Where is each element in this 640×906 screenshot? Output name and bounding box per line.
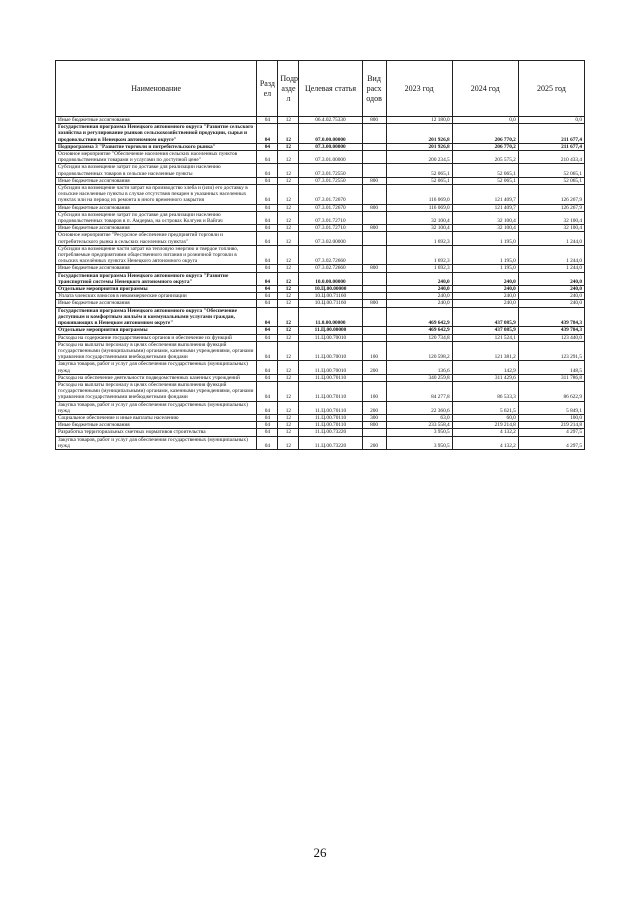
cell-2025: 86 622,9 [518, 381, 584, 401]
cell-2024: 240,0 [452, 300, 518, 307]
cell-expense [362, 307, 386, 327]
cell-target: 11.Ц.00.00000 [299, 327, 362, 334]
cell-expense: 200 [362, 436, 386, 449]
cell-subsection: 12 [278, 300, 299, 307]
header-2023: 2023 год [386, 61, 452, 117]
cell-subsection: 12 [278, 117, 299, 124]
cell-target: 07.3.00.00000 [299, 143, 362, 150]
cell-expense: 800 [362, 225, 386, 232]
table-row [56, 381, 585, 401]
cell-target: 11.Ц.00.70010 [299, 334, 362, 341]
cell-expense [362, 124, 386, 144]
cell-target: 11.Ц.00.73220 [299, 429, 362, 436]
cell-expense [362, 286, 386, 293]
cell-2024: 121 524,1 [452, 334, 518, 341]
cell-name: Отдельные мероприятия программы [56, 327, 257, 334]
cell-name: Расходы на обеспечение деятельности подведомственных казенных учреждений [56, 374, 257, 381]
cell-2023: 120 734,8 [386, 334, 452, 341]
cell-2023: 240,0 [386, 286, 452, 293]
cell-subsection: 12 [278, 436, 299, 449]
cell-expense [362, 334, 386, 341]
cell-subsection: 12 [278, 225, 299, 232]
cell-section: 04 [257, 374, 278, 381]
cell-expense [362, 429, 386, 436]
cell-expense [362, 143, 386, 150]
cell-expense: 800 [362, 265, 386, 272]
cell-expense: 100 [362, 341, 386, 361]
cell-section: 04 [257, 124, 278, 144]
cell-2024: 4 132,2 [452, 436, 518, 449]
cell-2025: 148,5 [518, 361, 584, 374]
cell-2024: 142,9 [452, 361, 518, 374]
cell-name: Подпрограмма 3 "Развитие торговли и потребительского рынка" [56, 143, 257, 150]
cell-2025: 1 244,0 [518, 265, 584, 272]
table-row [56, 401, 585, 414]
cell-target: 11.0.00.00000 [299, 307, 362, 327]
cell-subsection: 12 [278, 164, 299, 177]
cell-section: 04 [257, 414, 278, 421]
cell-2025: 126 267,9 [518, 204, 584, 211]
cell-2024: 206 770,2 [452, 124, 518, 144]
cell-expense [362, 245, 386, 265]
cell-name: Субсидии на возмещение части затрат на производство хлеба и (или) его доставку в сельские населенные пункты в случае отсутствия пекарен в указанных населенных пунктах или на период их ремонта в иного временного закрытия [56, 185, 257, 205]
cell-subsection: 12 [278, 245, 299, 265]
cell-2025: 1 244,0 [518, 245, 584, 265]
cell-section: 04 [257, 185, 278, 205]
cell-section: 04 [257, 211, 278, 224]
cell-2023: 469 642,9 [386, 327, 452, 334]
cell-target: 07.3.01.00000 [299, 151, 362, 164]
cell-section: 04 [257, 429, 278, 436]
cell-subsection: 12 [278, 143, 299, 150]
cell-section: 04 [257, 204, 278, 211]
cell-subsection: 12 [278, 211, 299, 224]
cell-subsection: 12 [278, 422, 299, 429]
cell-expense [362, 293, 386, 300]
cell-2024: 1 195,0 [452, 265, 518, 272]
cell-target: 11.Ц.00.70110 [299, 401, 362, 414]
cell-section: 04 [257, 286, 278, 293]
cell-name: Иные бюджетные ассигнования [56, 204, 257, 211]
cell-2024: 4 132,2 [452, 429, 518, 436]
table-row [56, 143, 585, 150]
cell-subsection: 12 [278, 374, 299, 381]
cell-2024: 205 575,2 [452, 151, 518, 164]
table-row [56, 177, 585, 184]
cell-2023: 116 069,0 [386, 185, 452, 205]
table-row [56, 300, 585, 307]
cell-target: 11.Ц.00.70010 [299, 341, 362, 361]
cell-section: 04 [257, 422, 278, 429]
cell-subsection: 12 [278, 232, 299, 245]
cell-subsection: 12 [278, 185, 299, 205]
cell-section: 04 [257, 300, 278, 307]
table-row [56, 327, 585, 334]
cell-expense: 100 [362, 381, 386, 401]
table-row [56, 185, 585, 205]
cell-expense [362, 164, 386, 177]
cell-name: Иные бюджетные ассигнования [56, 117, 257, 124]
cell-2023: 340 259,8 [386, 374, 452, 381]
cell-2024: 1 195,0 [452, 245, 518, 265]
cell-2023: 1 692,3 [386, 245, 452, 265]
cell-name: Отдельные мероприятия программы [56, 286, 257, 293]
cell-2023: 469 642,9 [386, 307, 452, 327]
cell-2024: 5 621,5 [452, 401, 518, 414]
cell-subsection: 12 [278, 327, 299, 334]
cell-2025: 4 297,5 [518, 429, 584, 436]
cell-2025: 126 267,9 [518, 185, 584, 205]
cell-name: Расходы на выплаты персоналу в целях обеспечения выполнения функций государственными (муниципальными) органами, казенными учреждениями, органами управления государственными внебюджетными фондами [56, 341, 257, 361]
table-row [56, 334, 585, 341]
cell-target: 06.4.02.75330 [299, 117, 362, 124]
cell-section: 04 [257, 361, 278, 374]
cell-2023: 1 692,3 [386, 265, 452, 272]
cell-2023: 52 065,1 [386, 164, 452, 177]
cell-expense [362, 211, 386, 224]
cell-2025: 240,0 [518, 272, 584, 285]
cell-target: 10.0.00.00000 [299, 272, 362, 285]
cell-name: Закупка товаров, работ и услуг для обеспечения государственных (муниципальных) нужд [56, 436, 257, 449]
table-row [56, 436, 585, 449]
cell-target: 07.3.01.72710 [299, 211, 362, 224]
cell-name: Иные бюджетные ассигнования [56, 177, 257, 184]
cell-2025: 4 297,5 [518, 436, 584, 449]
cell-2023: 3 950,5 [386, 429, 452, 436]
cell-2025: 211 677,4 [518, 124, 584, 144]
cell-target: 07.3.01.72670 [299, 204, 362, 211]
cell-2025: 0,0 [518, 117, 584, 124]
cell-2023: 12 180,0 [386, 117, 452, 124]
cell-name: Уплата членских взносов в некоммерческие организации [56, 293, 257, 300]
cell-subsection: 12 [278, 265, 299, 272]
cell-target: 07.3.02.72660 [299, 245, 362, 265]
header-name: Наименование [56, 61, 257, 117]
cell-target: 11.Ц.00.70110 [299, 381, 362, 401]
table-row [56, 232, 585, 245]
cell-expense: 800 [362, 177, 386, 184]
cell-expense: 800 [362, 204, 386, 211]
table-row [56, 117, 585, 124]
cell-name: Иные бюджетные ассигнования [56, 265, 257, 272]
cell-target: 10.Ц.00.71160 [299, 300, 362, 307]
cell-section: 04 [257, 225, 278, 232]
cell-2024: 437 085,9 [452, 307, 518, 327]
cell-2025: 240,0 [518, 293, 584, 300]
cell-2023: 240,0 [386, 300, 452, 307]
cell-2024: 437 085,9 [452, 327, 518, 334]
cell-section: 04 [257, 177, 278, 184]
header-2025: 2025 год [518, 61, 584, 117]
cell-section: 04 [257, 164, 278, 177]
cell-name: Основное мероприятие "Ресурсное обеспечение предприятий торговли и потребительского рынка в сельских населенных пунктах" [56, 232, 257, 245]
cell-2025: 52 065,1 [518, 177, 584, 184]
cell-subsection: 12 [278, 124, 299, 144]
table-row [56, 225, 585, 232]
cell-name: Государственная программа Ненецкого автономного округа "Развитие транспортной системы Ненецкого автономного округа" [56, 272, 257, 285]
page-number: 26 [313, 845, 327, 860]
cell-target: 07.3.02.00000 [299, 232, 362, 245]
cell-2025: 219 214,8 [518, 422, 584, 429]
cell-2024: 240,0 [452, 293, 518, 300]
cell-section: 04 [257, 436, 278, 449]
cell-name: Иные бюджетные ассигнования [56, 225, 257, 232]
cell-section: 04 [257, 151, 278, 164]
cell-name: Социальное обеспечение и иные выплаты населению [56, 414, 257, 421]
cell-2024: 240,0 [452, 272, 518, 285]
cell-2025: 100,0 [518, 414, 584, 421]
cell-name: Субсидии на возмещение затрат по доставке для реализации населению продовольственных товаров в сельские населенные пункты [56, 164, 257, 177]
cell-2023: 240,0 [386, 293, 452, 300]
cell-subsection: 12 [278, 414, 299, 421]
cell-2023: 63,0 [386, 414, 452, 421]
cell-2024: 32 100,4 [452, 211, 518, 224]
cell-target: 11.Ц.00.70110 [299, 414, 362, 421]
cell-expense: 800 [362, 300, 386, 307]
cell-target: 11.Ц.00.70110 [299, 374, 362, 381]
cell-2023: 22 360,6 [386, 401, 452, 414]
cell-expense [362, 374, 386, 381]
cell-name: Иные бюджетные ассигнования [56, 422, 257, 429]
cell-2024: 240,0 [452, 286, 518, 293]
cell-target: 07.3.01.72550 [299, 177, 362, 184]
cell-subsection: 12 [278, 361, 299, 374]
cell-section: 04 [257, 265, 278, 272]
cell-expense [362, 185, 386, 205]
cell-2023: 52 065,1 [386, 177, 452, 184]
cell-2024: 0,0 [452, 117, 518, 124]
table-row [56, 307, 585, 327]
table-row [56, 361, 585, 374]
cell-section: 04 [257, 245, 278, 265]
cell-name: Расходы на выплаты персоналу в целях обеспечения выполнения функций государственными (муниципальными) органами, казенными учреждениями, органами управления государственными внебюджетными фондами [56, 381, 257, 401]
cell-2025: 439 784,3 [518, 327, 584, 334]
cell-2024: 206 770,2 [452, 143, 518, 150]
cell-target: 11.Ц.00.70110 [299, 422, 362, 429]
cell-target: 07.3.01.72550 [299, 164, 362, 177]
table-row [56, 272, 585, 285]
table-row [56, 265, 585, 272]
cell-name: Субсидии на возмещение части затрат на тепловую энергию и твердое топливо, потребляемые предприятиями общественного питания и розничной торговли в сельских населённых пунктах Ненецкого автономного округа [56, 245, 257, 265]
cell-subsection: 12 [278, 334, 299, 341]
cell-name: Субсидии на возмещение затрат по доставке для реализации населению продовольственных товаров в п. Амдерма, на островах Колгуев и Вайгач [56, 211, 257, 224]
cell-section: 04 [257, 341, 278, 361]
cell-target: 10.Ц.00.71160 [299, 293, 362, 300]
cell-2023: 32 100,4 [386, 211, 452, 224]
cell-name: Закупка товаров, работ и услуг для обеспечения государственных (муниципальных) нужд [56, 401, 257, 414]
cell-expense: 200 [362, 361, 386, 374]
header-subsection: Подр азде л [278, 61, 299, 117]
cell-2023: 201 926,8 [386, 124, 452, 144]
cell-2024: 1 195,0 [452, 232, 518, 245]
header-2024: 2024 год [452, 61, 518, 117]
table-row [56, 211, 585, 224]
cell-section: 04 [257, 232, 278, 245]
cell-target: 10.Ц.00.00000 [299, 286, 362, 293]
header-section: Разд ел [257, 61, 278, 117]
cell-2023: 240,0 [386, 272, 452, 285]
cell-expense [362, 151, 386, 164]
cell-subsection: 12 [278, 177, 299, 184]
cell-target: 11.Ц.00.70010 [299, 361, 362, 374]
cell-target: 11.Ц.00.73220 [299, 436, 362, 449]
cell-2023: 200 234,5 [386, 151, 452, 164]
table-row [56, 374, 585, 381]
cell-subsection: 12 [278, 401, 299, 414]
cell-2025: 240,0 [518, 286, 584, 293]
cell-2023: 116 069,0 [386, 204, 452, 211]
cell-2023: 84 277,8 [386, 381, 452, 401]
cell-2023: 32 100,4 [386, 225, 452, 232]
cell-section: 04 [257, 307, 278, 327]
header-expense: Вид расх одов [362, 61, 386, 117]
cell-name: Основное мероприятие "Обеспечение населения сельских населенных пунктов продовольственными товарами и услугами по доступной цене" [56, 151, 257, 164]
cell-expense: 800 [362, 117, 386, 124]
cell-section: 04 [257, 334, 278, 341]
cell-2025: 1 244,0 [518, 232, 584, 245]
cell-subsection: 12 [278, 286, 299, 293]
cell-2023: 201 926,8 [386, 143, 452, 150]
cell-2023: 3 950,5 [386, 436, 452, 449]
cell-target: 07.3.01.72710 [299, 225, 362, 232]
cell-section: 04 [257, 293, 278, 300]
cell-2025: 311 786,8 [518, 374, 584, 381]
cell-2025: 32 100,4 [518, 225, 584, 232]
table-row [56, 422, 585, 429]
cell-2023: 233 558,4 [386, 422, 452, 429]
cell-expense [362, 272, 386, 285]
cell-2024: 52 065,1 [452, 177, 518, 184]
cell-expense: 300 [362, 414, 386, 421]
cell-section: 04 [257, 143, 278, 150]
cell-name: Государственная программа Ненецкого автономного округа "Обеспечение доступным и комфортным жильём и коммунальными услугами граждан, проживающих в Ненецком автономном округе" [56, 307, 257, 327]
cell-target: 07.0.00.00000 [299, 124, 362, 144]
cell-expense: 800 [362, 422, 386, 429]
table-row [56, 293, 585, 300]
cell-subsection: 12 [278, 151, 299, 164]
cell-name: Государственная программа Ненецкого автономного округа "Развитие сельского хозяйства и регулирование рынков сельскохозяйственной продукции, сырья и продовольствия в Ненецком автономном округе" [56, 124, 257, 144]
cell-2025: 123 440,0 [518, 334, 584, 341]
table-row [56, 151, 585, 164]
cell-2024: 121 409,7 [452, 204, 518, 211]
cell-2024: 219 214,8 [452, 422, 518, 429]
cell-name: Разработка территориальных сметных нормативов строительства [56, 429, 257, 436]
cell-2023: 120 598,2 [386, 341, 452, 361]
cell-section: 04 [257, 327, 278, 334]
cell-2025: 52 065,1 [518, 164, 584, 177]
cell-2025: 210 433,4 [518, 151, 584, 164]
cell-name: Иные бюджетные ассигнования [56, 300, 257, 307]
cell-2025: 5 849,1 [518, 401, 584, 414]
cell-name: Расходы на содержание государственных органов и обеспечение их функций [56, 334, 257, 341]
cell-2024: 60,0 [452, 414, 518, 421]
table-row [56, 204, 585, 211]
cell-expense [362, 327, 386, 334]
cell-2024: 311 429,6 [452, 374, 518, 381]
cell-2024: 86 533,3 [452, 381, 518, 401]
budget-table [55, 60, 585, 450]
cell-2024: 52 065,1 [452, 164, 518, 177]
cell-2025: 32 100,4 [518, 211, 584, 224]
cell-section: 04 [257, 272, 278, 285]
cell-target: 07.3.02.72660 [299, 265, 362, 272]
cell-subsection: 12 [278, 307, 299, 327]
table-body [56, 117, 585, 450]
cell-subsection: 12 [278, 272, 299, 285]
cell-subsection: 12 [278, 293, 299, 300]
table-row [56, 414, 585, 421]
table-row [56, 245, 585, 265]
cell-2025: 439 784,3 [518, 307, 584, 327]
cell-2024: 121 409,7 [452, 185, 518, 205]
cell-2025: 211 677,4 [518, 143, 584, 150]
cell-subsection: 12 [278, 341, 299, 361]
cell-2024: 121 381,2 [452, 341, 518, 361]
cell-name: Закупка товаров, работ и услуг для обеспечения государственных (муниципальных) нужд [56, 361, 257, 374]
cell-2025: 240,0 [518, 300, 584, 307]
cell-section: 04 [257, 117, 278, 124]
table-row [56, 341, 585, 361]
cell-2024: 32 100,4 [452, 225, 518, 232]
table-row [56, 164, 585, 177]
table-row [56, 124, 585, 144]
cell-subsection: 12 [278, 429, 299, 436]
cell-section: 04 [257, 381, 278, 401]
cell-2023: 136,6 [386, 361, 452, 374]
cell-subsection: 12 [278, 204, 299, 211]
table-row [56, 286, 585, 293]
cell-expense: 200 [362, 401, 386, 414]
cell-section: 04 [257, 401, 278, 414]
cell-expense [362, 232, 386, 245]
table-header [56, 61, 585, 117]
table-row [56, 429, 585, 436]
cell-2023: 1 692,3 [386, 232, 452, 245]
cell-target: 07.3.01.72670 [299, 185, 362, 205]
cell-subsection: 12 [278, 381, 299, 401]
header-target: Целевая статья [299, 61, 362, 117]
cell-2025: 123 291,5 [518, 341, 584, 361]
